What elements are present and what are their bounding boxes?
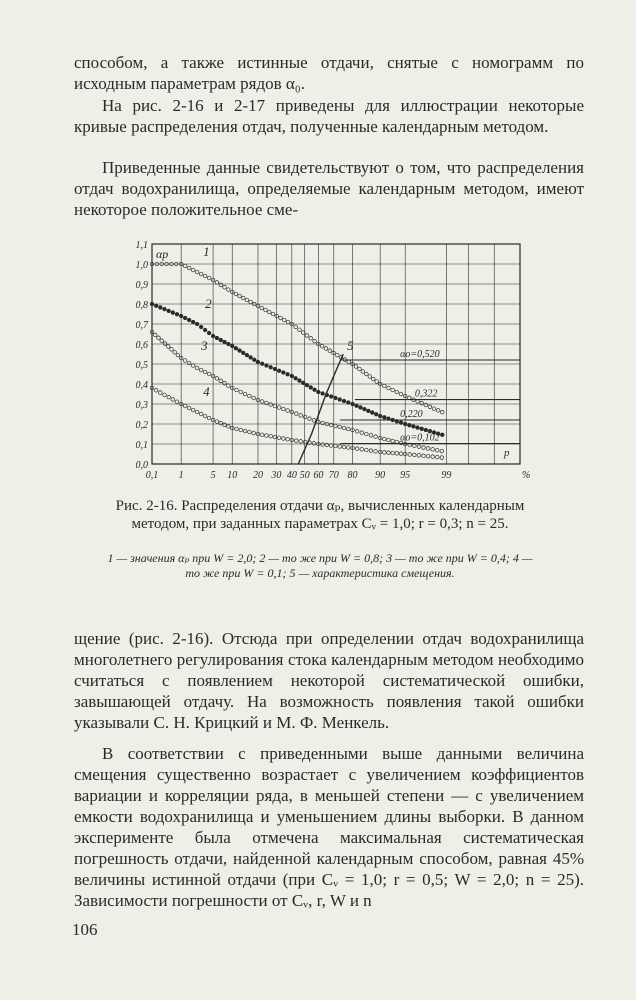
series-4-point bbox=[374, 450, 378, 454]
series-1-point bbox=[336, 353, 340, 357]
series-4-point bbox=[219, 421, 223, 425]
series-3-point bbox=[369, 434, 373, 438]
x-axis-label: p bbox=[504, 447, 510, 459]
series-2-point bbox=[187, 318, 191, 322]
series-2-point bbox=[294, 376, 298, 380]
series-3-point bbox=[346, 427, 350, 431]
series-1-point bbox=[428, 405, 432, 409]
series-2-point bbox=[424, 428, 428, 432]
series-1-point bbox=[215, 281, 219, 285]
series-2-point bbox=[191, 320, 195, 324]
series-4-point bbox=[303, 440, 307, 444]
series-1-point bbox=[440, 410, 444, 414]
x-tick-label: 20 bbox=[252, 470, 263, 481]
series-1-point bbox=[320, 344, 324, 348]
series-4-point bbox=[191, 408, 195, 412]
series-1-point bbox=[283, 318, 287, 322]
series-1-point bbox=[203, 274, 207, 278]
annotation-label: 0,220 bbox=[400, 409, 423, 420]
series-2-point bbox=[241, 351, 245, 355]
series-4-point bbox=[159, 391, 163, 395]
series-2-point bbox=[403, 422, 407, 426]
series-3-point bbox=[163, 342, 167, 346]
x-tick-label: 70 bbox=[328, 470, 339, 481]
series-1-point bbox=[271, 312, 275, 316]
series-4-point bbox=[243, 429, 247, 433]
y-tick-label: 0,5 bbox=[135, 360, 148, 371]
series-2-point bbox=[265, 364, 269, 368]
series-4-point bbox=[260, 433, 264, 437]
series-4-point bbox=[171, 398, 175, 402]
series-2-point bbox=[399, 421, 403, 425]
series-2-point bbox=[175, 312, 179, 316]
paragraph-2: На рис. 2-16 и 2-17 приведены для иллюстрации некоторые кривые распределения отдач, полученные календарным методом. bbox=[74, 96, 584, 136]
series-2-point bbox=[154, 304, 158, 308]
series-2-point bbox=[342, 399, 346, 403]
figure-legend-note: 1 — значения αₚ при W = 2,0; 2 — то же при W = 0,8; 3 — то же при W = 0,4; 4 — то же при W = 0,1; 5 — характеристика смещения. bbox=[107, 551, 533, 580]
series-2-point bbox=[378, 414, 382, 418]
series-3-point bbox=[199, 368, 203, 372]
series-4-point bbox=[383, 451, 387, 455]
series-1-point bbox=[275, 314, 279, 318]
series-3-point bbox=[426, 447, 430, 451]
series-1-point bbox=[365, 372, 369, 376]
series-4-point bbox=[235, 427, 239, 431]
series-4-point bbox=[163, 393, 167, 397]
series-4-point bbox=[346, 446, 350, 450]
series-1-point bbox=[227, 288, 231, 292]
series-4-point bbox=[299, 440, 303, 444]
series-3-point bbox=[260, 400, 264, 404]
series-4-point bbox=[399, 452, 403, 456]
series-1-point bbox=[223, 285, 227, 289]
series-2-point bbox=[286, 372, 290, 376]
series-4-point bbox=[195, 410, 199, 414]
series-4-point bbox=[252, 431, 256, 435]
series-3-point bbox=[252, 396, 256, 400]
series-4-point bbox=[265, 434, 269, 438]
series-4-point bbox=[369, 449, 373, 453]
x-tick-label: 99 bbox=[441, 470, 452, 481]
paragraph-5: В соответствии с приведенными выше данными величина смещения существенно возрастает с увеличением коэффициентов вариации и корреляции ряда, в меньшей степени — с увеличением емкости водохранилища и уменьшением длины выборки. В данном эксперименте была отмечена максимальная систематическая погрешность отдачи, найденной календарным способом, равная 45% величины истинной отдачи (при Cᵥ = 1,0; r = 0,5; W = 2,0; n = 25). Зависимости погрешности от Cᵥ, r, W и n bbox=[74, 744, 584, 910]
series-2-point bbox=[298, 379, 302, 383]
series-3-point bbox=[277, 406, 281, 410]
series-1-point bbox=[286, 320, 290, 324]
x-tick-label: 0,1 bbox=[145, 470, 159, 481]
series-2-point bbox=[234, 346, 238, 350]
series-2-point bbox=[383, 416, 387, 420]
series-1-point bbox=[183, 264, 187, 268]
series-1-point bbox=[420, 401, 424, 405]
series-1-point bbox=[234, 292, 238, 296]
y-tick-label: 0,7 bbox=[135, 320, 148, 331]
series-4-point bbox=[387, 451, 391, 455]
series-4-point bbox=[360, 448, 364, 452]
paragraph-3: Приведенные данные свидетельствуют о том, что распределения отдач водохранилища, определяемые календарным методом, имеют некоторое положительное сме- bbox=[74, 158, 584, 219]
series-2-point bbox=[351, 402, 355, 406]
x-tick-label: 40 bbox=[286, 470, 297, 481]
series-4-point bbox=[277, 436, 281, 440]
series-3-point bbox=[383, 437, 387, 441]
y-tick-label: 0,2 bbox=[135, 420, 148, 431]
series-3-point bbox=[235, 388, 239, 392]
series-1-point bbox=[219, 283, 223, 287]
series-4-point bbox=[175, 400, 179, 404]
series-4-point bbox=[391, 451, 395, 455]
series-1-point bbox=[399, 392, 403, 396]
series-4-point bbox=[312, 442, 316, 446]
series-1-point bbox=[324, 347, 328, 351]
series-3-point bbox=[239, 390, 243, 394]
series-4-point bbox=[426, 454, 430, 458]
series-2-point bbox=[211, 334, 215, 338]
series-2-point bbox=[219, 338, 223, 342]
series-4-point bbox=[183, 404, 187, 408]
series-4-point bbox=[431, 455, 435, 459]
series-3-point bbox=[413, 444, 417, 448]
series-3-point bbox=[269, 403, 273, 407]
series-2-point bbox=[282, 371, 286, 375]
series-3-point bbox=[183, 359, 187, 363]
series-1-point bbox=[207, 276, 211, 280]
series-3-point bbox=[203, 370, 207, 374]
distribution-chart bbox=[120, 232, 540, 492]
series-1-point bbox=[195, 270, 199, 274]
series-3-point bbox=[207, 372, 211, 376]
series-2-point bbox=[321, 392, 325, 396]
series-4-point bbox=[435, 455, 439, 459]
series-4-point bbox=[395, 452, 399, 456]
series-4-point bbox=[365, 448, 369, 452]
series-1-point bbox=[358, 367, 362, 371]
series-3-point bbox=[391, 439, 395, 443]
series-1-point bbox=[245, 298, 249, 302]
series-2-point bbox=[223, 340, 227, 344]
series-3-point bbox=[387, 438, 391, 442]
series-2-point bbox=[207, 331, 211, 335]
series-3-point bbox=[173, 350, 177, 354]
series-2-point bbox=[363, 407, 367, 411]
y-axis-label: αp bbox=[156, 247, 169, 261]
series-1-point bbox=[361, 370, 365, 374]
series-4-point bbox=[408, 453, 412, 457]
series-2-point bbox=[313, 388, 317, 392]
series-2-point bbox=[416, 426, 420, 430]
y-tick-label: 1,1 bbox=[135, 240, 148, 251]
series-1-point bbox=[391, 388, 395, 392]
series-2-point bbox=[183, 316, 187, 320]
series-3-point bbox=[440, 449, 444, 453]
annotation-label: αo=0,102 bbox=[400, 432, 440, 444]
series-3-point bbox=[294, 412, 298, 416]
series-4-point bbox=[203, 414, 207, 418]
series-1-point bbox=[298, 328, 302, 332]
series-3-point bbox=[374, 435, 378, 439]
series-1-point bbox=[187, 266, 191, 270]
series-4-point bbox=[342, 445, 346, 449]
series-2-label: 2 bbox=[205, 296, 212, 311]
series-2-point bbox=[245, 353, 249, 357]
series-2-point bbox=[260, 362, 264, 366]
series-3-point bbox=[435, 448, 439, 452]
series-2-point bbox=[374, 412, 378, 416]
series-3-label: 3 bbox=[201, 338, 208, 353]
annotation-label: 0,322 bbox=[414, 388, 438, 400]
series-1-point bbox=[313, 339, 317, 343]
series-1-point bbox=[387, 386, 391, 390]
x-tick-label: 95 bbox=[400, 470, 411, 481]
series-4-point bbox=[207, 416, 211, 420]
series-5-label: 5 bbox=[347, 338, 354, 353]
series-3-point bbox=[431, 448, 435, 452]
annotation-label: αo=0,520 bbox=[400, 349, 440, 360]
series-2-point bbox=[301, 381, 305, 385]
series-4-point bbox=[227, 425, 231, 429]
series-4-label: 4 bbox=[203, 384, 210, 399]
series-3-point bbox=[243, 392, 247, 396]
series-4-point bbox=[187, 406, 191, 410]
series-4-point bbox=[355, 447, 359, 451]
x-tick-label: 10 bbox=[227, 470, 238, 481]
series-1-point bbox=[368, 375, 372, 379]
series-4-point bbox=[223, 423, 227, 427]
y-tick-label: 0,4 bbox=[135, 380, 148, 391]
series-3-point bbox=[223, 381, 227, 385]
series-4-point bbox=[154, 388, 158, 392]
series-3-point bbox=[303, 415, 307, 419]
series-3-point bbox=[286, 409, 290, 413]
x-tick-label: 5 bbox=[210, 470, 216, 481]
series-1-point bbox=[238, 294, 242, 298]
paragraph-4: щение (рис. 2-16). Отсюда при определении отдач водохранилища многолетнего регулирования стока календарным методом необходимо считаться с появлением некоторой систематической ошибки, завышающей отдачу. На возможность появления такой ошибки указывали С. Н. Крицкий и М. Ф. Менкель. bbox=[74, 629, 584, 732]
series-3-point bbox=[166, 345, 170, 349]
series-2-point bbox=[150, 302, 154, 306]
series-2-point bbox=[408, 423, 412, 427]
series-4-point bbox=[321, 443, 325, 447]
series-1-point bbox=[436, 409, 440, 413]
series-1-point bbox=[395, 390, 399, 394]
series-4-point bbox=[248, 430, 252, 434]
series-2-point bbox=[359, 406, 363, 410]
series-2-point bbox=[420, 427, 424, 431]
series-2-point bbox=[215, 336, 219, 340]
series-2-point bbox=[269, 365, 273, 369]
series-3-point bbox=[157, 336, 161, 340]
series-2-point bbox=[355, 404, 359, 408]
series-4-point bbox=[334, 444, 338, 448]
series-3-point bbox=[195, 366, 199, 370]
series-2-point bbox=[256, 360, 260, 364]
figure-caption: Рис. 2-16. Распределения отдачи αₚ, вычисленных календарным методом, при заданных параметрах Cᵥ = 1,0; r = 0,3; n = 25. bbox=[115, 498, 525, 532]
series-1-label: 1 bbox=[203, 244, 210, 259]
series-4-point bbox=[282, 437, 286, 441]
series-2-point bbox=[317, 390, 321, 394]
series-2-point bbox=[334, 396, 338, 400]
x-tick-label: 60 bbox=[313, 470, 324, 481]
series-1-point bbox=[191, 268, 195, 272]
series-4-point bbox=[422, 454, 426, 458]
series-2-point bbox=[179, 314, 183, 318]
series-2-point bbox=[253, 358, 257, 362]
series-1-point bbox=[309, 336, 313, 340]
series-2-point bbox=[273, 367, 277, 371]
y-tick-label: 0,8 bbox=[135, 300, 148, 311]
series-3-point bbox=[219, 379, 223, 383]
series-2-point bbox=[367, 409, 371, 413]
y-tick-label: 0,3 bbox=[135, 400, 148, 411]
series-2-point bbox=[412, 425, 416, 429]
series-2-point bbox=[370, 411, 374, 415]
series-3-point bbox=[312, 419, 316, 423]
series-1-point bbox=[264, 308, 268, 312]
series-4-point bbox=[269, 434, 273, 438]
series-3-point bbox=[360, 431, 364, 435]
series-4-point bbox=[215, 420, 219, 424]
series-1-point bbox=[305, 334, 309, 338]
paragraph-1: способом, а также истинные отдачи, снятые с номограмм по исходным параметрам рядов α₀. bbox=[74, 53, 584, 93]
y-tick-label: 0,0 bbox=[135, 460, 148, 471]
series-2-point bbox=[277, 369, 281, 373]
y-tick-label: 1,0 bbox=[135, 260, 148, 271]
series-3-point bbox=[176, 353, 180, 357]
series-1-point bbox=[241, 296, 245, 300]
series-2-point bbox=[203, 328, 207, 332]
series-3-point bbox=[342, 426, 346, 430]
series-4-point bbox=[199, 412, 203, 416]
series-1-point bbox=[371, 377, 375, 381]
x-tick-label: 80 bbox=[347, 470, 358, 481]
series-1-point bbox=[328, 349, 332, 353]
series-3-point bbox=[282, 407, 286, 411]
series-3-point bbox=[417, 445, 421, 449]
series-2-point bbox=[171, 311, 175, 315]
series-4-point bbox=[338, 445, 342, 449]
series-2-point bbox=[167, 309, 171, 313]
series-2-point bbox=[290, 374, 294, 378]
series-1-point bbox=[249, 300, 253, 304]
series-3-point bbox=[338, 425, 342, 429]
series-4-point bbox=[167, 395, 171, 399]
series-4-point bbox=[417, 454, 421, 458]
series-3-point bbox=[227, 384, 231, 388]
series-1-point bbox=[375, 380, 379, 384]
series-3-point bbox=[365, 432, 369, 436]
series-2-point bbox=[159, 306, 163, 310]
x-tick-label: 30 bbox=[271, 470, 282, 481]
series-3-point bbox=[334, 424, 338, 428]
series-2-point bbox=[305, 383, 309, 387]
series-4-point bbox=[239, 428, 243, 432]
series-2-point bbox=[230, 344, 234, 348]
series-2-point bbox=[346, 401, 350, 405]
series-2-point bbox=[199, 325, 203, 329]
series-4-point bbox=[413, 453, 417, 457]
y-tick-label: 0,1 bbox=[135, 440, 148, 451]
series-1-point bbox=[267, 310, 271, 314]
x-tick-label: 50 bbox=[299, 470, 310, 481]
series-1-point bbox=[279, 316, 283, 320]
series-2-point bbox=[227, 342, 231, 346]
series-3-point bbox=[422, 446, 426, 450]
series-2-point bbox=[338, 398, 342, 402]
x-unit-label: % bbox=[522, 470, 531, 481]
series-4-point bbox=[440, 456, 444, 460]
series-4-point bbox=[294, 439, 298, 443]
series-2-point bbox=[440, 433, 444, 437]
series-3-point bbox=[153, 333, 157, 337]
series-3-point bbox=[355, 430, 359, 434]
y-tick-label: 0,6 bbox=[135, 340, 148, 351]
x-tick-label: 90 bbox=[375, 470, 386, 481]
series-4-point bbox=[286, 437, 290, 441]
series-3-point bbox=[248, 394, 252, 398]
series-1-point bbox=[199, 272, 203, 276]
series-1-point bbox=[432, 407, 436, 411]
series-2-point bbox=[238, 349, 242, 353]
y-tick-label: 0,9 bbox=[135, 280, 148, 291]
series-2-point bbox=[309, 386, 313, 390]
x-tick-label: 1 bbox=[178, 470, 184, 481]
page-number: 106 bbox=[72, 920, 98, 939]
series-2-point bbox=[163, 307, 167, 311]
series-1-point bbox=[260, 306, 264, 310]
series-3-point bbox=[215, 377, 219, 381]
figure-2-16 bbox=[120, 232, 540, 492]
series-1-point bbox=[383, 384, 387, 388]
series-3-point bbox=[299, 414, 303, 418]
series-3-point bbox=[170, 348, 174, 352]
series-3-point bbox=[308, 417, 312, 421]
series-2-point bbox=[249, 356, 253, 360]
series-3-point bbox=[160, 339, 164, 343]
series-1-point bbox=[354, 365, 358, 369]
series-2-point bbox=[329, 395, 333, 399]
series-1-point bbox=[294, 325, 298, 329]
series-2-point bbox=[195, 322, 199, 326]
